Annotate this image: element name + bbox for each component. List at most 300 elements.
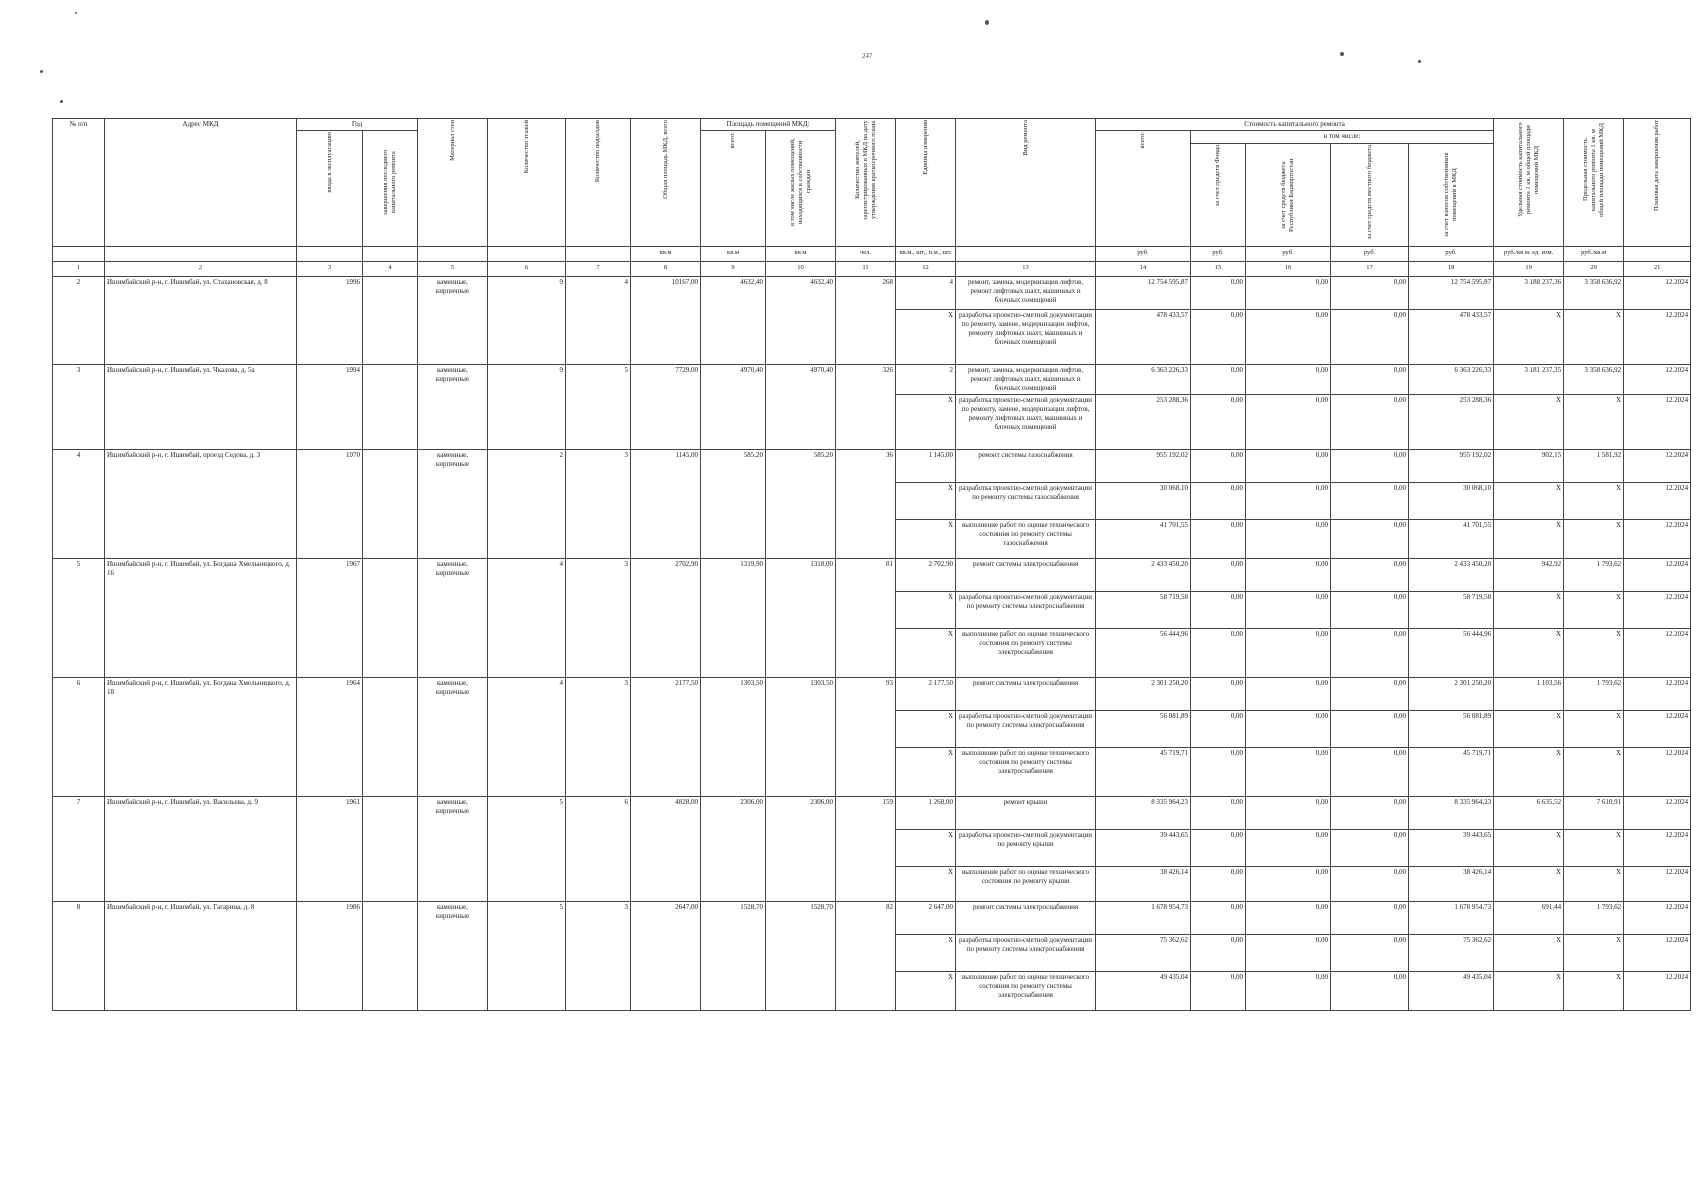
entrances-count: 3 (566, 902, 631, 1011)
repair-type: выполнение работ по оценке технического состояния по ремонту крыши (956, 867, 1096, 902)
wall-material: каменные, кирпичные (418, 678, 488, 797)
cost-republic: 0,00 (1246, 450, 1331, 483)
plan-date: 12.2024 (1624, 310, 1691, 365)
work-quantity: X (896, 395, 956, 450)
premises-owned: 585,20 (766, 450, 836, 559)
table-row (53, 277, 1691, 310)
unit-cost: 3 188 237,36 (1494, 277, 1564, 310)
column-numbers-row (53, 262, 1691, 277)
cost-republic: 0,00 (1246, 902, 1331, 935)
total-area: 10167,00 (631, 277, 701, 365)
max-cost: 1 793,62 (1564, 902, 1624, 935)
unit-cost: X (1494, 935, 1564, 972)
work-quantity: 2 (896, 365, 956, 395)
floors-count: 4 (488, 559, 566, 678)
cost-local: 0,00 (1331, 935, 1409, 972)
unit-cost: X (1494, 310, 1564, 365)
col-entrances-header: Количество подъездов (566, 119, 631, 247)
repair-type: выполнение работ по оценке технического состояния по ремонту системы газоснабжения (956, 520, 1096, 559)
table-row (53, 902, 1691, 935)
repair-type: разработка проектно-сметной документации по ремонту системы электроснабжения (956, 711, 1096, 748)
unit-cell: руб. (1096, 247, 1191, 262)
col-num-header: № п/п (53, 119, 105, 247)
cost-republic: 0,00 (1246, 797, 1331, 830)
unit-cell: руб. (1246, 247, 1331, 262)
cost-fund: 0,00 (1191, 830, 1246, 867)
building-address: Ишимбайский р-н, г. Ишимбай, ул. Чкалова, д. 5а (105, 365, 297, 450)
cost-republic: 0,00 (1246, 629, 1331, 678)
unit-cost: 3 181 237,35 (1494, 365, 1564, 395)
cost-fund: 0,00 (1191, 629, 1246, 678)
cost-republic: 0,00 (1246, 867, 1331, 902)
repair-type: выполнение работ по оценке технического состояния по ремонту системы электроснабжения (956, 748, 1096, 797)
premises-owned: 4632,40 (766, 277, 836, 365)
floors-count: 4 (488, 678, 566, 797)
cost-fund: 0,00 (1191, 520, 1246, 559)
scan-speck (60, 100, 63, 103)
cost-local: 0,00 (1331, 711, 1409, 748)
table-row (53, 559, 1691, 592)
cost-total: 45 719,71 (1096, 748, 1191, 797)
column-number-cell: 12 (896, 262, 956, 277)
col-cost-owners-header: за счет взносов собственников помещений в МКД (1409, 144, 1494, 247)
plan-date: 12.2024 (1624, 935, 1691, 972)
col-incl-header: в том числе: (1191, 131, 1494, 144)
col-cost-fund-header: за счет средств Фонда (1191, 144, 1246, 247)
work-quantity: X (896, 830, 956, 867)
year-last-repair (363, 365, 418, 450)
plan-date: 12.2024 (1624, 483, 1691, 520)
table-body (53, 277, 1691, 1011)
cost-republic: 0,00 (1246, 830, 1331, 867)
entrances-count: 6 (566, 797, 631, 902)
col-max-cost-header: Предельная стоимость капитального ремонта 1 кв. м общей площади помещений МКД (1564, 119, 1624, 247)
unit-cell: кв.м (766, 247, 836, 262)
cost-fund: 0,00 (1191, 867, 1246, 902)
residents-count: 82 (836, 902, 896, 1011)
column-number-cell: 13 (956, 262, 1096, 277)
cost-owners: 12 754 595,87 (1409, 277, 1494, 310)
cost-owners: 2 433 450,20 (1409, 559, 1494, 592)
col-cost-total-header: всего: (1096, 131, 1191, 247)
cost-local: 0,00 (1331, 520, 1409, 559)
row-number: 3 (53, 365, 105, 450)
floors-count: 2 (488, 450, 566, 559)
unit-cell: руб. (1409, 247, 1494, 262)
plan-date: 12.2024 (1624, 748, 1691, 797)
wall-material: каменные, кирпичные (418, 277, 488, 365)
plan-date: 12.2024 (1624, 797, 1691, 830)
cost-owners: 6 363 226,33 (1409, 365, 1494, 395)
max-cost: X (1564, 867, 1624, 902)
unit-cell (956, 247, 1096, 262)
plan-date: 12.2024 (1624, 678, 1691, 711)
repair-type: разработка проектно-сметной документации по ремонту системы электроснабжения (956, 935, 1096, 972)
plan-date: 12.2024 (1624, 395, 1691, 450)
work-quantity: 1 268,00 (896, 797, 956, 830)
max-cost: 3 358 636,92 (1564, 365, 1624, 395)
repair-type: ремонт, замена, модернизация лифтов, ремонт лифтовых шахт, машинных и блочных помещений (956, 365, 1096, 395)
building-address: Ишимбайский р-н, г. Ишимбай, ул. Васильева, д. 9 (105, 797, 297, 902)
max-cost: X (1564, 830, 1624, 867)
entrances-count: 3 (566, 678, 631, 797)
unit-cell: чел. (836, 247, 896, 262)
cost-total: 38 426,14 (1096, 867, 1191, 902)
work-quantity: X (896, 867, 956, 902)
cost-fund: 0,00 (1191, 902, 1246, 935)
col-premises-owned-header: в том числе жилых помещений, находящихся в собственности граждан (766, 131, 836, 247)
scan-speck (75, 12, 77, 14)
premises-owned: 1528,70 (766, 902, 836, 1011)
cost-total: 58 719,58 (1096, 592, 1191, 629)
unit-cell: руб./кв.м. ед. изм. (1494, 247, 1564, 262)
residents-count: 81 (836, 559, 896, 678)
work-quantity: X (896, 972, 956, 1011)
cost-total: 41 701,55 (1096, 520, 1191, 559)
unit-cost: X (1494, 629, 1564, 678)
premises-total: 1528,70 (701, 902, 766, 1011)
cost-fund: 0,00 (1191, 592, 1246, 629)
scan-speck (985, 20, 989, 25)
premises-owned: 1318,00 (766, 559, 836, 678)
cost-republic: 0,00 (1246, 972, 1331, 1011)
cost-fund: 0,00 (1191, 711, 1246, 748)
col-residents-header: Количество жителей, зарегистрированных в МКД на дату утверждения краткосрочного плана (836, 119, 896, 247)
cost-fund: 0,00 (1191, 395, 1246, 450)
column-number-cell: 9 (701, 262, 766, 277)
unit-cost: 942,92 (1494, 559, 1564, 592)
repair-type: ремонт системы электроснабжения (956, 902, 1096, 935)
cost-local: 0,00 (1331, 748, 1409, 797)
cost-owners: 58 719,58 (1409, 592, 1494, 629)
plan-date: 12.2024 (1624, 629, 1691, 678)
cost-fund: 0,00 (1191, 310, 1246, 365)
work-quantity: X (896, 711, 956, 748)
cost-republic: 0,00 (1246, 520, 1331, 559)
table-row (53, 678, 1691, 711)
unit-cell: руб. (1331, 247, 1409, 262)
max-cost: X (1564, 483, 1624, 520)
cost-local: 0,00 (1331, 797, 1409, 830)
year-commissioning: 1994 (297, 365, 363, 450)
premises-owned: 2306,00 (766, 797, 836, 902)
column-number-cell: 11 (836, 262, 896, 277)
work-quantity: 2 647,00 (896, 902, 956, 935)
cost-total: 75 362,62 (1096, 935, 1191, 972)
repair-type: разработка проектно-сметной документации по ремонту, замене, модернизации лифтов, ремонту лифтовых шахт, машинных и блочных помещений (956, 310, 1096, 365)
work-quantity: X (896, 935, 956, 972)
unit-cost: X (1494, 483, 1564, 520)
col-cost-group-header: Стоимость капитального ремонта (1096, 119, 1494, 131)
floors-count: 5 (488, 902, 566, 1011)
column-number-cell: 16 (1246, 262, 1331, 277)
cost-local: 0,00 (1331, 972, 1409, 1011)
wall-material: каменные, кирпичные (418, 365, 488, 450)
floors-count: 9 (488, 277, 566, 365)
col-year-group-header: Год (297, 119, 418, 131)
cost-local: 0,00 (1331, 395, 1409, 450)
cost-local: 0,00 (1331, 277, 1409, 310)
table-header (53, 119, 1691, 277)
cost-local: 0,00 (1331, 592, 1409, 629)
unit-cell (418, 247, 488, 262)
column-number-cell: 19 (1494, 262, 1564, 277)
total-area: 2177,50 (631, 678, 701, 797)
col-premises-group-header: Площадь помещений МКД: (701, 119, 836, 131)
work-quantity: X (896, 483, 956, 520)
max-cost: X (1564, 629, 1624, 678)
unit-cell (363, 247, 418, 262)
cost-republic: 0,00 (1246, 483, 1331, 520)
plan-date: 12.2024 (1624, 365, 1691, 395)
premises-total: 2306,00 (701, 797, 766, 902)
unit-cell (566, 247, 631, 262)
unit-cost: X (1494, 592, 1564, 629)
unit-cost: X (1494, 395, 1564, 450)
residents-count: 93 (836, 678, 896, 797)
year-commissioning: 1970 (297, 450, 363, 559)
cost-owners: 45 719,71 (1409, 748, 1494, 797)
max-cost: X (1564, 748, 1624, 797)
wall-material: каменные, кирпичные (418, 797, 488, 902)
cost-owners: 38 426,14 (1409, 867, 1494, 902)
residents-count: 268 (836, 277, 896, 365)
repair-type: ремонт системы газоснабжения (956, 450, 1096, 483)
residents-count: 159 (836, 797, 896, 902)
max-cost: 7 610,91 (1564, 797, 1624, 830)
cost-republic: 0,00 (1246, 592, 1331, 629)
cost-republic: 0,00 (1246, 277, 1331, 310)
plan-date: 12.2024 (1624, 559, 1691, 592)
cost-republic: 0,00 (1246, 711, 1331, 748)
cost-total: 1 678 954,73 (1096, 902, 1191, 935)
unit-cell (488, 247, 566, 262)
cost-owners: 8 335 964,23 (1409, 797, 1494, 830)
plan-date: 12.2024 (1624, 902, 1691, 935)
unit-cell: кв.м (701, 247, 766, 262)
cost-total: 39 443,65 (1096, 830, 1191, 867)
unit-cost: X (1494, 830, 1564, 867)
max-cost: 3 358 636,92 (1564, 277, 1624, 310)
premises-total: 1319,90 (701, 559, 766, 678)
scan-speck (1340, 52, 1344, 56)
repair-type: разработка проектно-сметной документации по ремонту, замене, модернизации лифтов, ремонту лифтовых шахт, машинных и блочных помещений (956, 395, 1096, 450)
column-number-cell: 14 (1096, 262, 1191, 277)
entrances-count: 3 (566, 559, 631, 678)
cost-local: 0,00 (1331, 629, 1409, 678)
col-cost-republic-header: за счет средств бюджета Республики Башкортостан (1246, 144, 1331, 247)
col-premises-total-header: всего: (701, 131, 766, 247)
column-number-cell: 10 (766, 262, 836, 277)
unit-cost: X (1494, 972, 1564, 1011)
col-material-header: Материал стен (418, 119, 488, 247)
column-number-cell: 7 (566, 262, 631, 277)
floors-count: 5 (488, 797, 566, 902)
cost-total: 955 192,02 (1096, 450, 1191, 483)
year-commissioning: 1961 (297, 797, 363, 902)
max-cost: X (1564, 972, 1624, 1011)
column-number-cell: 8 (631, 262, 701, 277)
scan-speck (1418, 60, 1421, 63)
cost-total: 56 444,96 (1096, 629, 1191, 678)
unit-cost: 691,44 (1494, 902, 1564, 935)
building-address: Ишимбайский р-н, г. Ишимбай, ул. Богдана Хмельницкого, д. 18 (105, 678, 297, 797)
cost-owners: 49 435,04 (1409, 972, 1494, 1011)
table-row (53, 365, 1691, 395)
work-quantity: X (896, 629, 956, 678)
cost-local: 0,00 (1331, 678, 1409, 711)
cost-total: 253 288,36 (1096, 395, 1191, 450)
cost-fund: 0,00 (1191, 678, 1246, 711)
cost-local: 0,00 (1331, 483, 1409, 520)
cost-republic: 0,00 (1246, 678, 1331, 711)
premises-owned: 1303,50 (766, 678, 836, 797)
cost-republic: 0,00 (1246, 559, 1331, 592)
cost-republic: 0,00 (1246, 365, 1331, 395)
plan-date: 12.2024 (1624, 830, 1691, 867)
scan-speck (40, 70, 43, 73)
column-number-cell: 2 (105, 262, 297, 277)
repair-type: разработка проектно-сметной документации по ремонту системы газоснабжения (956, 483, 1096, 520)
table-row (53, 797, 1691, 830)
column-number-cell: 15 (1191, 262, 1246, 277)
cost-local: 0,00 (1331, 365, 1409, 395)
repair-type: выполнение работ по оценке технического состояния по ремонту системы электроснабжения (956, 629, 1096, 678)
premises-owned: 4970,40 (766, 365, 836, 450)
cost-local: 0,00 (1331, 902, 1409, 935)
repair-type: ремонт системы электроснабжения (956, 678, 1096, 711)
cost-total: 2 301 250,20 (1096, 678, 1191, 711)
wall-material: каменные, кирпичные (418, 902, 488, 1011)
cost-owners: 56 081,89 (1409, 711, 1494, 748)
cost-owners: 56 444,96 (1409, 629, 1494, 678)
plan-date: 12.2024 (1624, 972, 1691, 1011)
column-number-cell: 5 (418, 262, 488, 277)
unit-cost: X (1494, 748, 1564, 797)
cost-fund: 0,00 (1191, 365, 1246, 395)
premises-total: 585,20 (701, 450, 766, 559)
cost-fund: 0,00 (1191, 277, 1246, 310)
max-cost: X (1564, 592, 1624, 629)
max-cost: X (1564, 935, 1624, 972)
unit-cell: кв.м., шт., п.м., шт. (896, 247, 956, 262)
premises-total: 4970,40 (701, 365, 766, 450)
plan-date: 12.2024 (1624, 450, 1691, 483)
max-cost: X (1564, 520, 1624, 559)
cost-owners: 39 443,65 (1409, 830, 1494, 867)
total-area: 4828,00 (631, 797, 701, 902)
unit-cost: X (1494, 867, 1564, 902)
total-area: 1145,00 (631, 450, 701, 559)
repair-type: разработка проектно-сметной документации по ремонту крыши (956, 830, 1096, 867)
cost-owners: 253 288,36 (1409, 395, 1494, 450)
premises-total: 1303,50 (701, 678, 766, 797)
work-quantity: X (896, 748, 956, 797)
building-address: Ишимбайский р-н, г. Ишимбай, ул. Гагарина, д. 8 (105, 902, 297, 1011)
cost-local: 0,00 (1331, 559, 1409, 592)
work-quantity: X (896, 520, 956, 559)
max-cost: X (1564, 711, 1624, 748)
cost-owners: 41 701,55 (1409, 520, 1494, 559)
cost-fund: 0,00 (1191, 559, 1246, 592)
col-year-last-repair-header: завершения последнего капитального ремонта (363, 131, 418, 247)
cost-owners: 2 301 250,20 (1409, 678, 1494, 711)
premises-total: 4632,40 (701, 277, 766, 365)
repair-type: разработка проектно-сметной документации по ремонту системы электроснабжения (956, 592, 1096, 629)
column-number-cell: 18 (1409, 262, 1494, 277)
row-number: 4 (53, 450, 105, 559)
table-row (53, 450, 1691, 483)
cost-total: 12 754 595,87 (1096, 277, 1191, 310)
floors-count: 9 (488, 365, 566, 450)
building-address: Ишимбайский р-н, г. Ишимбай, проезд Седова, д. 3 (105, 450, 297, 559)
cost-owners: 955 192,02 (1409, 450, 1494, 483)
year-last-repair (363, 450, 418, 559)
cost-local: 0,00 (1331, 310, 1409, 365)
total-area: 2647,00 (631, 902, 701, 1011)
row-number: 7 (53, 797, 105, 902)
year-commissioning: 1986 (297, 902, 363, 1011)
cost-total: 8 335 964,23 (1096, 797, 1191, 830)
building-address: Ишимбайский р-н, г. Ишимбай, ул. Стахановская, д. 8 (105, 277, 297, 365)
work-quantity: 2 702,90 (896, 559, 956, 592)
building-address: Ишимбайский р-н, г. Ишимбай, ул. Богдана Хмельницкого, д. 16 (105, 559, 297, 678)
col-plan-date-header: Плановая дата завершения работ (1624, 119, 1691, 247)
repair-plan-table (52, 118, 1691, 1011)
wall-material: каменные, кирпичные (418, 450, 488, 559)
total-area: 2702,90 (631, 559, 701, 678)
cost-total: 49 435,04 (1096, 972, 1191, 1011)
cost-local: 0,00 (1331, 450, 1409, 483)
residents-count: 36 (836, 450, 896, 559)
work-quantity: X (896, 592, 956, 629)
max-cost: 1 793,62 (1564, 559, 1624, 592)
cost-owners: 478 433,57 (1409, 310, 1494, 365)
unit-cost: 902,15 (1494, 450, 1564, 483)
unit-cost: X (1494, 711, 1564, 748)
max-cost: X (1564, 395, 1624, 450)
row-number: 6 (53, 678, 105, 797)
year-last-repair (363, 277, 418, 365)
cost-fund: 0,00 (1191, 797, 1246, 830)
year-commissioning: 1996 (297, 277, 363, 365)
year-commissioning: 1967 (297, 559, 363, 678)
repair-type: ремонт, замена, модернизация лифтов, ремонт лифтовых шахт, машинных и блочных помещений (956, 277, 1096, 310)
cost-total: 30 068,10 (1096, 483, 1191, 520)
unit-cell (1624, 247, 1691, 262)
row-number: 2 (53, 277, 105, 365)
row-number: 8 (53, 902, 105, 1011)
units-row (53, 247, 1691, 262)
col-unit-measure-header: Единица измерения (896, 119, 956, 247)
work-quantity: X (896, 310, 956, 365)
column-number-cell: 1 (53, 262, 105, 277)
col-floors-header: Количество этажей (488, 119, 566, 247)
unit-cell: руб./кв.м (1564, 247, 1624, 262)
plan-date: 12.2024 (1624, 520, 1691, 559)
column-number-cell: 3 (297, 262, 363, 277)
cost-local: 0,00 (1331, 867, 1409, 902)
cost-local: 0,00 (1331, 830, 1409, 867)
year-last-repair (363, 678, 418, 797)
entrances-count: 5 (566, 365, 631, 450)
col-repair-type-header: Вид ремонта (956, 119, 1096, 247)
col-cost-local-header: за счет средств местного бюджета (1331, 144, 1409, 247)
page-number: 247 (862, 52, 873, 60)
max-cost: 1 581,92 (1564, 450, 1624, 483)
row-number: 5 (53, 559, 105, 678)
col-unit-cost-header: Удельная стоимость капитального ремонта 1 кв. м общей площади помещений МКД (1494, 119, 1564, 247)
